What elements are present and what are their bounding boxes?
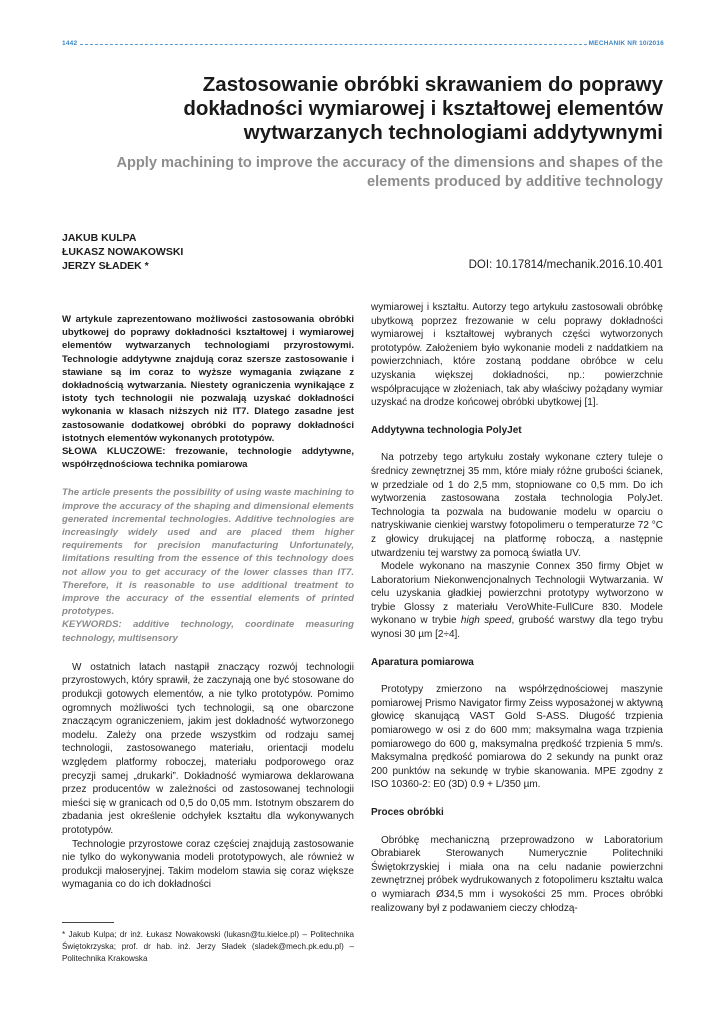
author-affiliation-footnote: * Jakub Kulpa; dr inż. Łukasz Nowakowski (lukasn@tu.kielce.pl) – Politechnika Świętokrzyska; prof. dr hab. inż. Jerzy Sładek (sladek@mech.pk.edu.pl) – Politechnika Krakowska [62,930,354,964]
body-paragraph: Prototypy zmierzono na współrzędnościowej maszynie pomiarowej Prismo Navigator firmy Zeiss wyposażonej w aktywną głowicę skanującą VAST Gold S-ASS. Długość trzpienia pomiarowego w osi z do 600 mm; maksymalna waga trzpienia pomiarowego do 600 g, maksymalna prędkość trzpienia 5 mm/s. Maksymalna prędkość pomiarowa do 2 sekundy na punkt oraz 200 punktów na sekundę w trybie skanowania. MPE zgodny z ISO 10360-2: E0 (3D) 0.9 + L/350 µm. [371,684,663,791]
footnote-divider [62,922,114,923]
body-paragraph: Technologie przyrostowe coraz częściej znajdują zastosowanie nie tylko do wykonywania modeli prototypowych, ale również w produkcji małoseryjnej. Takim modelom stawia się coraz większe wymagania co do ich dokładności [62,838,354,891]
header-divider [80,44,587,45]
author-list [62,231,183,273]
keywords-polish: SŁOWA KLUCZOWE: frezowanie, technologie addytywne, współrzędnościowa technika pomiarowa [62,446,354,471]
body-paragraph: W ostatnich latach nastąpił znaczący rozwój technologii przyrostowych, który sprawił, że zaczynają one być stosowane do produkcji gotowych elementów, a nie tylko prototypów. Pomimo ogromnych możliwości tych technologii, są one obarczone znaczącym ograniczeniem, jakim jest dokładność wytworzonego modelu. Zależy ona przede wszystkim od rodzaju samej technologii, zastosowanego materiału, orientacji modelu względem platformy roboczej, materiału podporowego oraz precyzji samej „drukarki”. Dokładność wymiarowa deklarowana przez producentów w zależności od zastosowanej technologii mieści się w granicach od 0,5 do 0,05 mm. Istotnym obszarem do zbadania jest określenie odchyłek kształtu dla wykonywanych prototypów. [62,661,354,836]
article-subtitle-english: Apply machining to improve the accuracy of the dimensions and shapes of the elements produced by additive technology [116,155,663,190]
body-paragraph: wymiarowej i kształtu. Autorzy tego artykułu zastosowali obróbkę ubytkową poprzez frezowanie w celu poprawy dokładności wymiarowej i kształtowej wybranych części wytworzonych prototypów. Założeniem było wykonanie modeli z naddatkiem na powierzchniach, które zostaną poddane obróbce w celu uzyskania większej dokładności, np.: powierzchnie współpracujące w złożeniach, tak aby właściwy pożądany wymiar uzyskać na drodze końcowej obróbki ubytkowej [1]. [371,302,663,409]
section-heading: Aparatura pomiarowa [371,656,474,668]
author-name: ŁUKASZ NOWAKOWSKI [62,246,184,258]
left-column [62,313,354,892]
right-column [371,301,663,915]
body-paragraph: Na potrzeby tego artykułu zostały wykonane cztery tuleje o średnicy zewnętrznej 35 mm, które miały różne grubości ścianek, w przedziale od 1 do 2,5 mm, stopniowane co 0,5 mm. Do ich wytworzenia zastosowana została technologia PolyJet. Technologia ta pozwala na budowanie modelu w oparciu o natryskiwanie cienkiej warstwy fotopolimeru o temperaturze 72 °C z głowicy drukującej na platformę roboczą, a następnie utwardzeniu tej warstwy za pomocą światła UV. [371,452,663,559]
section-heading: Proces obróbki [371,807,444,818]
keywords-english: KEYWORDS: additive technology, coordinate measuring technology, multisensory [62,619,354,644]
journal-issue: MECHANIK NR 10/2016 [588,40,664,47]
emphasis-text: high speed [460,615,512,627]
section-heading: Addytywna technologia PolyJet [371,424,522,436]
doi-link[interactable]: DOI: 10.17814/mechanik.2016.10.401 [468,259,663,271]
body-paragraph [371,560,663,642]
author-name: JERZY SŁADEK * [62,260,149,272]
article-title: Zastosowanie obróbki skrawaniem do poprawy dokładności wymiarowej i kształtowej elementów wytwarzanych technologiami addytywnymi [183,73,663,144]
text-run: Modele wykonano na maszynie Connex 350 firmy Objet w Laboratorium Niekonwencjonalnych Technologii Wytwarzania. W celu uzyskania gładkiej powierzchni prototypy wytworzono w trybie Glossy z materiału VeroWhite-FullCure 830. Modele wykonano w trybie [371,561,663,627]
author-name: JAKUB KULPA [62,232,137,244]
abstract-polish: W artykule zaprezentowano możliwości zastosowania obróbki ubytkowej do poprawy dokładności kształtowej i wymiarowej elementów wytwarzanych technologiami przyrostowymi. Technologie addytywne znajdują coraz szersze zastosowanie i stawiane są im coraz to wyższe wymagania związane z dokładnością wytwarzania. Niestety ograniczenia wynikające z istoty tych technologii nie pozwalają uzyskać dokładności wykonania w klasach niższych niż IT7. Dlatego zasadne jest zastosowanie dodatkowej obróbki do poprawy dokładności istotnych elementów wykonanych prototypów. [62,314,354,444]
text-run: , grubość warstwy dla tego trybu wynosi 30 µm [2÷4]. [371,615,663,641]
abstract-english: The article presents the possibility of using waste machining to improve the accuracy of the shaping and dimensional elements generated incremental technologies. Additive technologies are increasingly widely used and are placed them higher requirements for precision manufacturing Unfortunately, limitations resulting from the essence of this technology does not allow you to get accuracy of the lower classes than IT7. Therefore, it is reasonable to use additional treatment to improve the accuracy of the essential elements of printed prototypes. [62,487,354,618]
page-number: 1442 [62,40,78,47]
body-paragraph: Obróbkę mechaniczną przeprowadzono w Laboratorium Obrabiarek Sterowanych Numerycznie Politechniki Świętokrzyskiej i miała ona na celu nadanie powierzchni zewnętrznej próbek wydrukowanych z fotopolimeru kształtu walca o wymiarach Ø34,5 mm i wysokości 25 mm. Proces obróbki realizowany był z podawaniem cieczy chłodzą- [371,834,663,914]
